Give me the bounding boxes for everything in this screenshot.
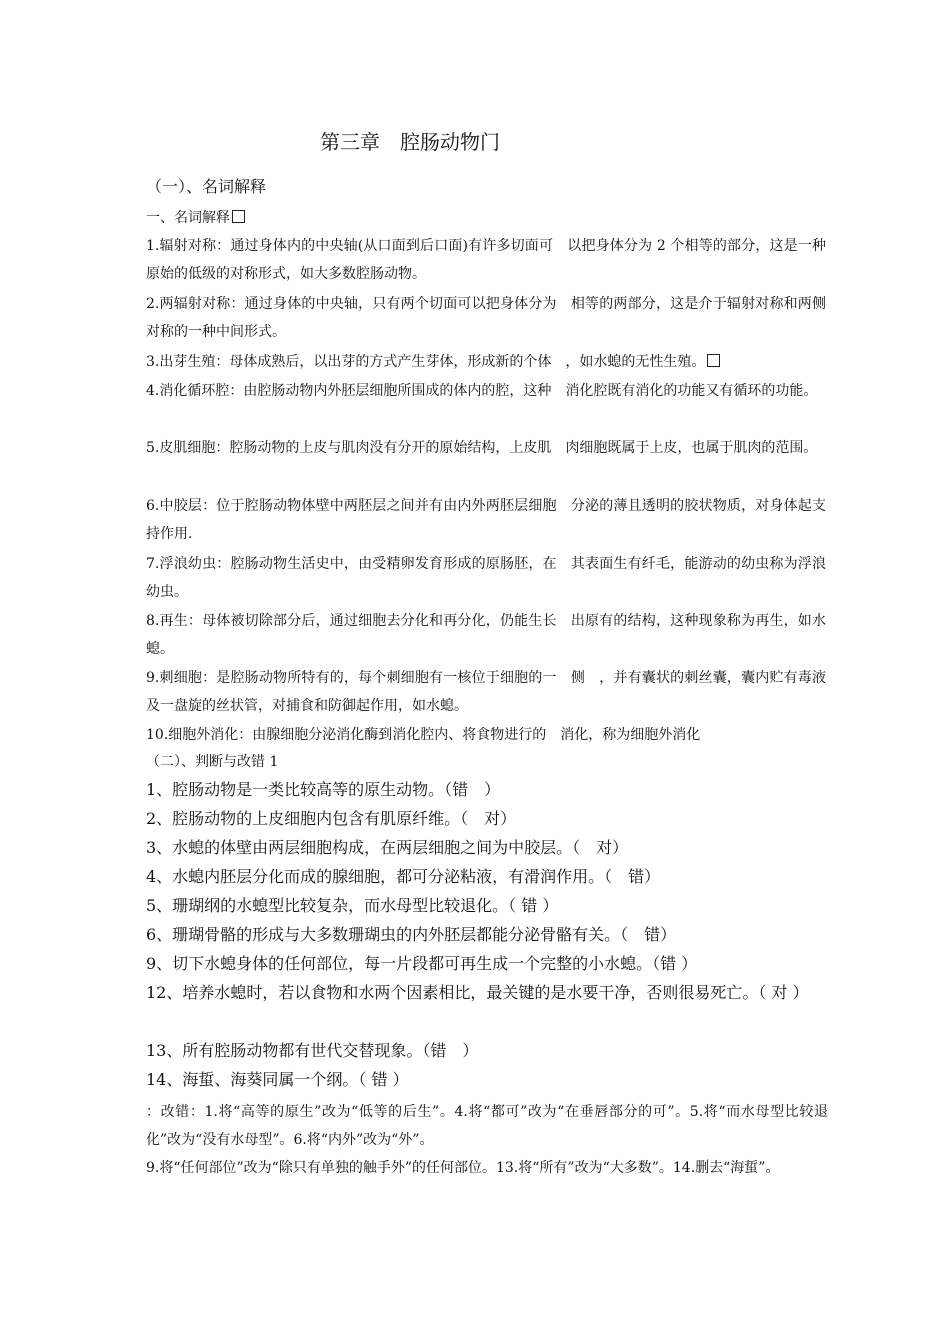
correction-note: 9.将“任何部位”改为“除只有单独的触手外”的任何部位。13.将“所有”改为“大多数”。14.删去“海蜇”。	[146, 1160, 780, 1176]
judgement-item: 13、所有腔肠动物都有世代交替现象。（错 ）	[146, 1041, 479, 1060]
subheading-definitions	[146, 208, 245, 228]
judgement-item: 4、水螅内胚层分化而成的腺细胞，都可分泌粘液，有滑润作用。（ 错）	[146, 867, 661, 886]
judgement-item: 9、切下水螅身体的任何部位，每一片段都可再生成一个完整的小水螅。（错 ）	[146, 954, 698, 973]
definition-item: 10.细胞外消化：由腺细胞分泌消化酶到消化腔内、将食物进行的 消化，称为细胞外消化	[146, 727, 701, 743]
definition-text: 3.出芽生殖：母体成熟后，以出芽的方式产生芽体，形成新的个体 ，如水螅的无性生殖。	[146, 354, 706, 370]
definition-item	[146, 348, 826, 376]
section-heading-judgement: （二）、判断与改错 1	[146, 754, 279, 770]
judgement-item: 5、珊瑚纲的水螅型比较复杂，而水母型比较退化。（ 错 ）	[146, 896, 559, 915]
definition-item: 2.两辐射对称：通过身体的中央轴，只有两个切面可以把身体分为 相等的两部分，这是介于辐射对称和两侧对称的一种中间形式。	[146, 296, 826, 340]
definition-item: 1.辐射对称：通过身体内的中央轴(从口面到后口面)有许多切面可 以把身体分为 2 个相等的部分，这是一种原始的低级的对称形式，如大多数腔肠动物。	[146, 238, 826, 282]
judgement-item: 6、珊瑚骨骼的形成与大多数珊瑚虫的内外胚层都能分泌骨骼有关。（ 错）	[146, 925, 677, 944]
judgement-item: 2、腔肠动物的上皮细胞内包含有肌原纤维。（ 对）	[146, 809, 517, 828]
subheading-text: 一、名词解释	[146, 210, 230, 226]
section-heading-definitions: （一）、名词解释	[146, 177, 267, 196]
definition-item: 7.浮浪幼虫：腔肠动物生活史中，由受精卵发育形成的原肠胚，在 其表面生有纤毛，能游动的幼虫称为浮浪幼虫。	[146, 556, 826, 600]
judgement-item: 3、水螅的体壁由两层细胞构成，在两层细胞之间为中胶层。（ 对）	[146, 838, 629, 857]
definition-item: 4.消化循环腔：由腔肠动物内外胚层细胞所围成的体内的腔，这种 消化腔既有消化的功能又有循环的功能。	[146, 383, 818, 399]
correction-note: ：改错：1.将“高等的原生”改为“低等的后生”。4.将“都可”改为“在垂唇部分的可”。5.将“而水母型比较退化”改为“没有水母型”。6.将“内外”改为“外”。	[146, 1104, 828, 1148]
checkbox-glyph-icon	[232, 210, 245, 223]
definition-item: 6.中胶层：位于腔肠动物体壁中两胚层之间并有由内外两胚层细胞 分泌的薄且透明的胶状物质，对身体起支持作用.	[146, 498, 826, 542]
definition-item: 8.再生：母体被切除部分后，通过细胞去分化和再分化，仍能生长 出原有的结构，这种现象称为再生，如水螅。	[146, 613, 826, 657]
judgement-item: 12、培养水螅时，若以食物和水两个因素相比，最关键的是水要干净，否则很易死亡。（ 对 ）	[146, 983, 809, 1002]
chapter-title: 第三章 腔肠动物门	[320, 130, 500, 154]
checkbox-glyph-icon	[707, 354, 720, 367]
judgement-item: 1、腔肠动物是一类比较高等的原生动物。（错 ）	[146, 780, 501, 799]
definition-item: 5.皮肌细胞：腔肠动物的上皮与肌肉没有分开的原始结构，上皮肌 肉细胞既属于上皮，也属于肌肉的范围。	[146, 440, 818, 456]
definition-item: 9.刺细胞：是腔肠动物所特有的，每个刺细胞有一核位于细胞的一 侧 ，并有囊状的刺丝囊，囊内贮有毒液及一盘旋的丝状管，对捕食和防御起作用，如水螅。	[146, 670, 826, 714]
judgement-item: 14、海蜇、海葵同属一个纲。（ 错 ）	[146, 1070, 409, 1089]
